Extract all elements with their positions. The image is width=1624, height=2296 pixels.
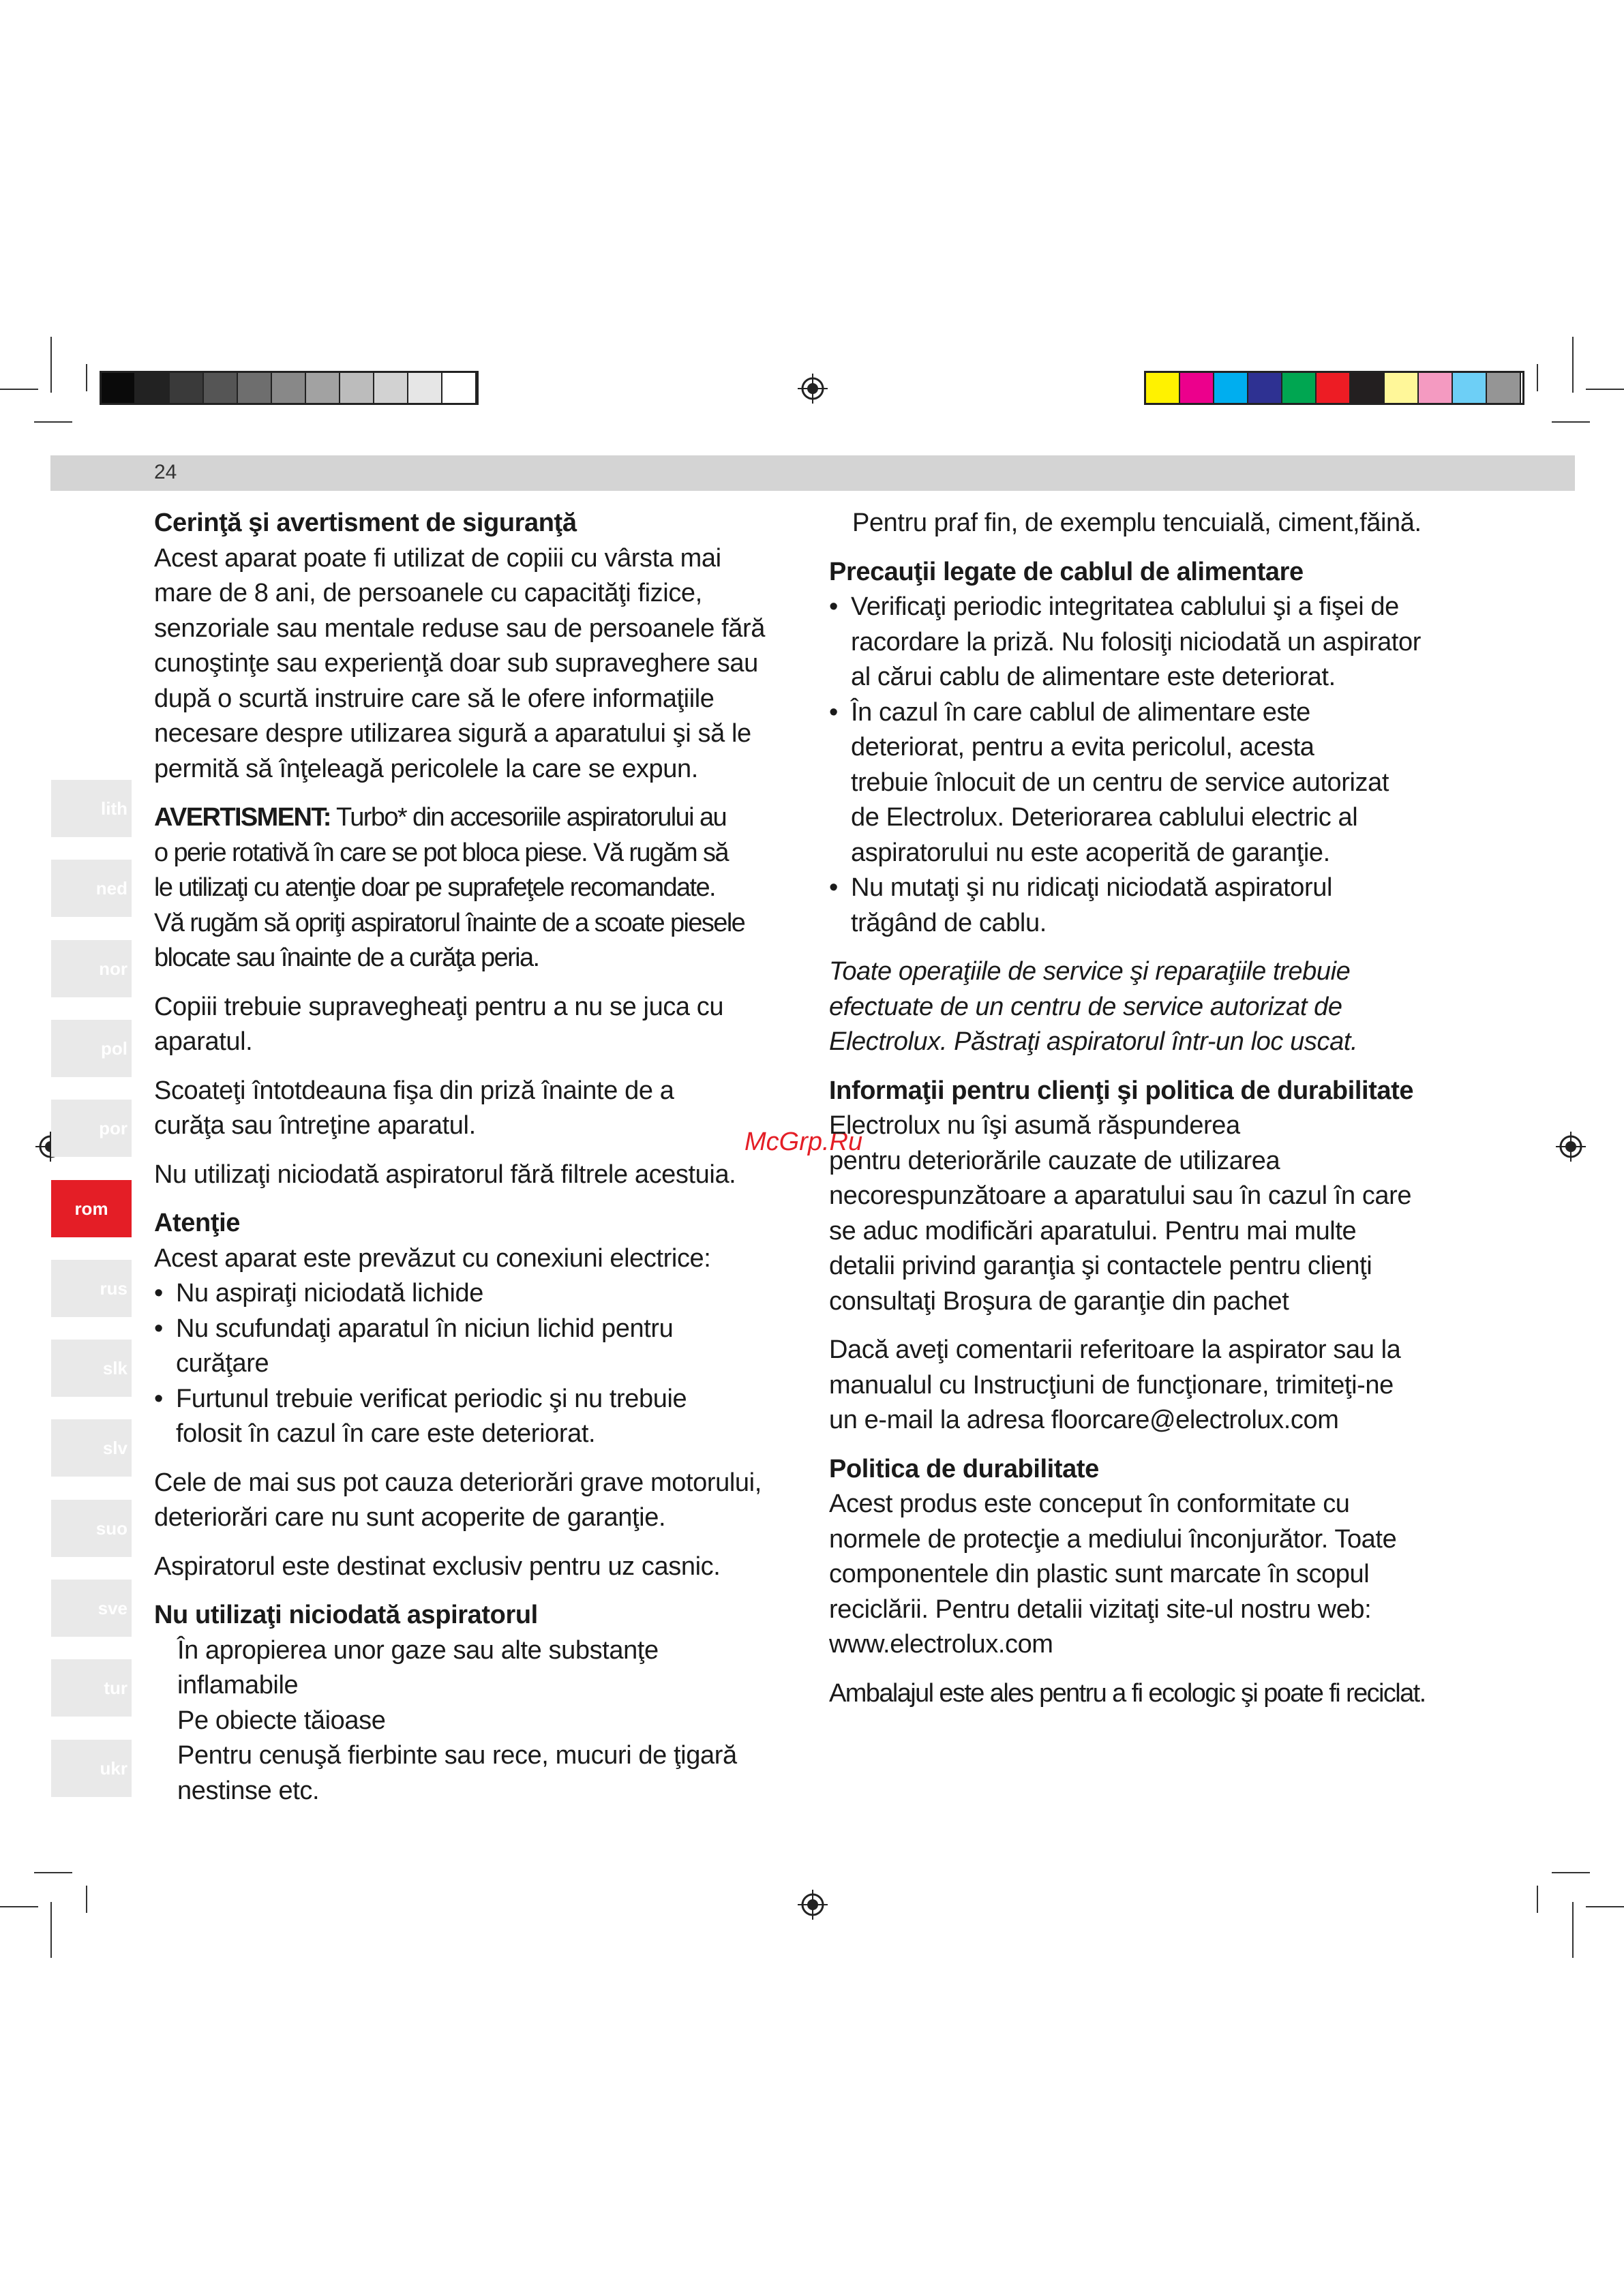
color-swatch [136,373,170,403]
crop-mark [0,389,38,390]
crop-mark [1586,389,1624,390]
color-swatch [1351,373,1385,403]
grayscale-calibration-bar [100,371,479,405]
color-swatch [1248,373,1282,403]
crop-mark [50,1902,52,1958]
filters-note: Nu utilizaţi niciodată aspiratorul fără filtrele acestuia. [154,1160,736,1189]
color-swatch [204,373,238,403]
children-note: Copiii trebuie supravegheaţi pentru a nu se juca cu [154,992,724,1021]
language-tab-ned[interactable]: ned [51,860,132,917]
color-swatch [1487,373,1521,403]
color-swatch [442,373,477,403]
never-list: În apropierea unor gaze sau alte substanţe inflamabile Pe obiecte tăioase Pentru cenuşă fierbinte sau rece, mucuri de ţigară nestinse etc. [177,1635,737,1805]
color-swatch [1385,373,1419,403]
crop-mark [1537,1886,1538,1913]
language-tab-rus[interactable]: rus [51,1260,132,1317]
language-tab-slk[interactable]: slk [51,1340,132,1397]
attention-heading: Atenţie [154,1209,240,1237]
page-number: 24 [154,461,177,483]
color-swatch [408,373,442,403]
crop-mark [34,421,72,423]
safety-heading: Cerinţă şi avertisment de siguranţă [154,509,577,537]
crop-mark [86,364,87,391]
registration-mark-icon [1556,1132,1586,1162]
language-tab-por[interactable]: por [51,1100,132,1157]
safety-text: Acest aparat poate fi utilizat de copiii cu vârsta mai mare de 8 ani, de persoanele cu capacităţi fizice, senzoriale sau mentale reduse sau de persoanele fără cunoştinţe sau experienţă doar sub supraveghere sau după o scurtă instruire care să le ofere informaţiile necesare despre utilizarea sigură a aparatului şi să le permită să înţeleagă pericolele la care se expun. [154,543,766,783]
language-tab-pol[interactable]: pol [51,1020,132,1077]
info-heading: Informaţii pentru clienţi şi politica de durabilitate [829,1076,1414,1105]
color-swatch [1180,373,1214,403]
language-tab-sve[interactable]: sve [51,1580,132,1637]
language-tab-tur[interactable]: tur [51,1659,132,1717]
language-tab-rom[interactable]: rom [51,1180,132,1237]
list-item: • Nu mutaţi şi nu ridicaţi niciodată aspiratorul trăgând de cablu. [829,871,1497,941]
crop-mark [34,1872,72,1873]
color-swatch [170,373,204,403]
policy-heading: Politica de durabilitate [829,1454,1099,1483]
language-tab-lith[interactable]: lith [51,780,132,837]
list-item: • Nu aspiraţi niciodată lichide [154,1276,809,1312]
comments-text: Dacă aveţi comentarii referitoare la aspirator sau la manualul cu Instrucţiuni de funcţionare, trimiteţi-ne un e-mail la adresa floorcare@electrolux.com [829,1335,1401,1434]
warning-label: AVERTISMENT: [154,803,331,832]
color-swatch [1419,373,1453,403]
unplug-note: Scoateţi întotdeauna fişa din priză înainte de a [154,1076,674,1105]
crop-mark [1537,364,1538,391]
right-column [829,506,1497,1711]
cable-heading: Precauţii legate de cablul de alimentare [829,557,1304,586]
list-item: • În cazul în care cablul de alimentare este deteriorat, pentru a evita pericolul, acesta trebuie înlocuit de un centru de service autorizat de Electrolux. Deteriorarea cablului electric al aspiratorului nu este acoperită de garanţie. [829,695,1497,871]
crop-mark [1552,1872,1590,1873]
attention-intro: Acest aparat este prevăzut cu conexiuni electrice: [154,1243,711,1273]
color-swatch [1146,373,1180,403]
fine-dust-note: Pentru praf fin, de exemplu tencuială, ciment,făină. [852,509,1422,537]
never-heading: Nu utilizaţi niciodată aspiratorul [154,1601,538,1629]
household-note: Aspiratorul este destinat exclusiv pentru uz casnic. [154,1552,721,1581]
color-swatch [1214,373,1248,403]
crop-mark [1586,1906,1624,1907]
color-swatch [1453,373,1487,403]
registration-mark-icon [798,374,828,404]
warning-block: AVERTISMENT: Turbo* din accesoriile aspiratorului au o perie rotativă în care se pot bloca piese. Vă rugăm să le utilizaţi cu atenţie doar pe suprafeţele recomandate. Vă rugăm să opriţi aspiratorul înainte de a scoate piesele blocate sau înainte de a curăţa peria. [154,803,745,972]
cable-list [829,590,1497,941]
list-item: • Furtunul trebuie verificat periodic şi nu trebuie folosit în cazul în care este deteriorat. [154,1382,809,1452]
color-swatch [1282,373,1317,403]
color-swatch [1317,373,1351,403]
service-note: Toate operaţiile de service şi reparaţiile trebuie efectuate de un centru de service autorizat de Electrolux. Păstraţi aspiratorul într-un loc uscat. [829,957,1358,1056]
language-tab-ukr[interactable]: ukr [51,1740,132,1797]
attention-list [154,1276,809,1452]
color-calibration-bar [1144,371,1524,405]
damage-note: Cele de mai sus pot cauza deteriorări grave motorului, [154,1468,762,1497]
language-tab-nor[interactable]: nor [51,940,132,997]
color-swatch [272,373,306,403]
color-swatch [340,373,374,403]
crop-mark [1572,337,1574,393]
crop-mark [0,1906,38,1907]
crop-mark [50,337,52,393]
list-item: • Nu scufundaţi aparatul în niciun lichid pentru curăţare [154,1312,809,1382]
language-tab-slv[interactable]: slv [51,1419,132,1477]
color-swatch [238,373,272,403]
registration-mark-icon [798,1890,828,1920]
language-tab-suo[interactable]: suo [51,1500,132,1557]
crop-mark [1552,421,1590,423]
color-swatch [374,373,408,403]
color-swatch [102,373,136,403]
crop-mark [1572,1902,1574,1958]
policy-text: Acest produs este conceput în conformitate cu normele de protecţie a mediului înconjurător. Toate componentele din plastic sunt marcate în scopul reciclării. Pentru detalii vizitaţi site-ul nostru web: www.electrolux.com [829,1490,1397,1659]
crop-mark [86,1886,87,1913]
packaging-note: Ambalajul este ales pentru a fi ecologic şi poate fi reciclat. [829,1678,1426,1708]
left-column: Cerinţă şi avertisment de siguranţă Acest aparat poate fi utilizat de copiii cu vârsta mai mare de 8 ani, de persoanele cu capacităţi fizice, senzoriale sau mentale reduse sau de persoanele fără cunoştinţe sau experienţă doar sub supraveghere sau după o scurtă instruire care să le ofere informaţiile necesare despre utilizarea sigură a aparatului şi să le permită să înţeleagă pericolele la care se expun. AVERTISMENT: Turbo* din accesoriile aspiratorului au o perie rotativă în care se pot bloca piese. Vă rugăm să le utilizaţi cu atenţie doar pe suprafeţele recomandate. Vă rugăm să opriţi aspiratorul înainte de a scoate piesele blocate sau înainte de a curăţa peria. Copiii trebuie supravegheaţi pentru a nu se juca cu aparatul. Scoateţi întotdeauna fişa din priză înainte de a curăţa sau întreţine aparatul. Nu utilizaţi niciodată aspiratorul fără filtrele acestuia. Atenţie Acest aparat este prevăzut cu conexiuni electrice: • Nu aspiraţi niciodată lichide • Nu scufundaţi aparatul în niciun lichid pentru curăţare • Furtunul trebuie verificat periodic şi nu trebuie folosit în cazul în care este deteriorat. Cele de mai sus pot cauza deteriorări grave motorului, deteriorări care nu sunt acoperite de garanţie. Aspiratorul este destinat exclusiv pentru uz casnic. Nu utilizaţi niciodată aspiratorul În apropierea unor gaze sau alte substanţe inflamabile Pe obiecte tăioase Pentru cenuşă fierbinte sau rece, mucuri de ţigară nestinse etc. [154,506,809,1809]
color-swatch [306,373,340,403]
watermark: McGrp.Ru [745,1128,863,1156]
list-item: • Verificaţi periodic integritatea cablului şi a fişei de racordare la priză. Nu folosiţi niciodată un aspirator al cărui cablu de alimentare este deteriorat. [829,590,1497,695]
header-band [50,455,1575,491]
info-text: Electrolux nu îşi asumă răspunderea pentru deteriorările cauzate de utilizarea necorespunzătoare a aparatului sau în cazul în care se aduc modificări aparatului. Pentru mai multe detalii privind garanţia şi contactele pentru clienţi consultaţi Broşura de garanţie din pachet [829,1111,1412,1316]
